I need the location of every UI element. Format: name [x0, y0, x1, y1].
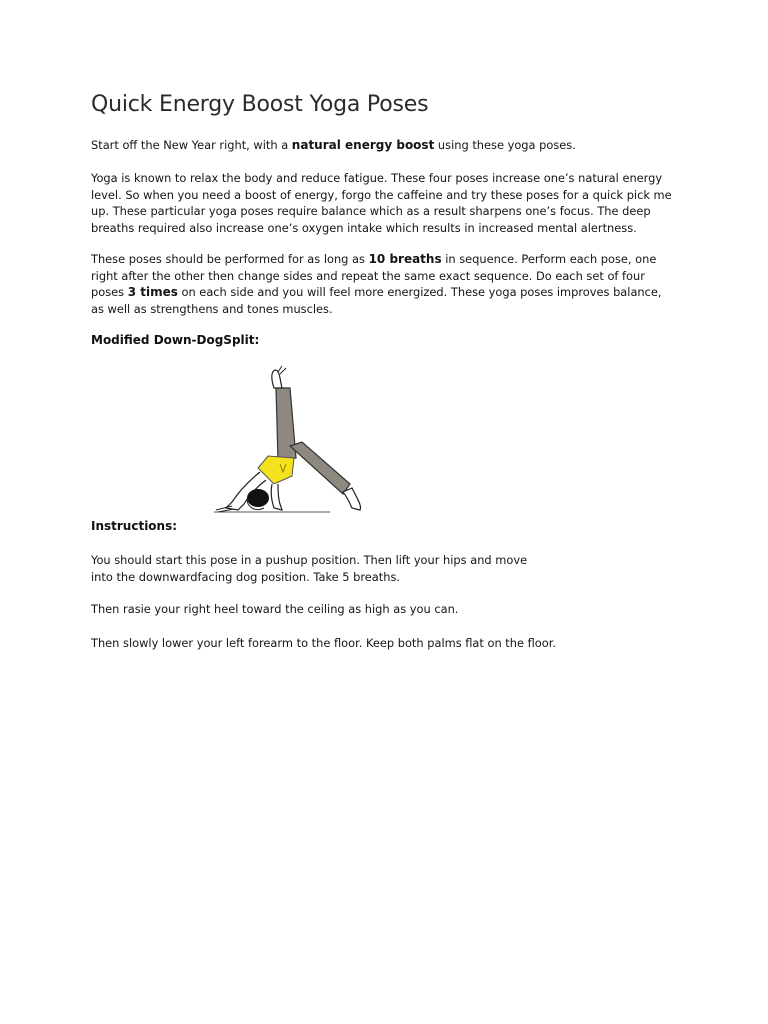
page-title: Quick Energy Boost Yoga Poses: [91, 92, 429, 117]
instructions-heading: Instructions:: [91, 519, 178, 533]
pose-heading: Modified Down-DogSplit:: [91, 333, 260, 347]
instruction-step-1-line-1: You should start this pose in a pushup position. Then lift your hips and move: [91, 553, 528, 567]
instruction-step-1-line-2: into the downwardfacing dog position. Take 5 breaths.: [91, 569, 401, 584]
breathing-text-2: in sequence. Perform each pose, one right after the other then change sides and repeat the same exact sequence. Do each set of four poses: [91, 252, 657, 299]
breathing-text-3: on each side and you will feel more energized. These yoga poses improves balance, as well as strengthens and tones muscles.: [91, 285, 662, 316]
breathing-text-1: These poses should be performed for as long as: [91, 252, 369, 266]
hair: [247, 489, 269, 507]
instruction-step-3: Then slowly lower your left forearm to the floor. Keep both palms flat on the floor.: [91, 636, 556, 650]
intro-paragraph: [91, 137, 691, 154]
grounded-leg: [290, 442, 350, 494]
breathing-paragraph: [91, 251, 666, 317]
intro-text-start: Start off the New Year right, with a: [91, 138, 292, 152]
down-dog-split-illustration: [210, 366, 365, 518]
breaths-count-bold: 10 breaths: [368, 252, 442, 266]
instruction-step-2: Then rasie your right heel toward the ceiling as high as you can.: [91, 602, 459, 616]
intro-text-end: using these yoga poses.: [434, 138, 576, 152]
instruction-step-1: [91, 552, 691, 585]
intro-bold-phrase: natural energy boost: [291, 138, 435, 152]
yoga-benefits-paragraph: Yoga is known to relax the body and reduce fatigue. These four poses increase one’s natural energy level. So when you need a boost of energy, forgo the caffeine and try these poses for a quick pick me up. These particular yoga poses require balance which as a result sharpens one’s focus. The deep breaths required also increase one’s oxygen intake which results in increased mental alertness.: [91, 171, 672, 235]
repetitions-bold: 3 times: [127, 285, 178, 299]
